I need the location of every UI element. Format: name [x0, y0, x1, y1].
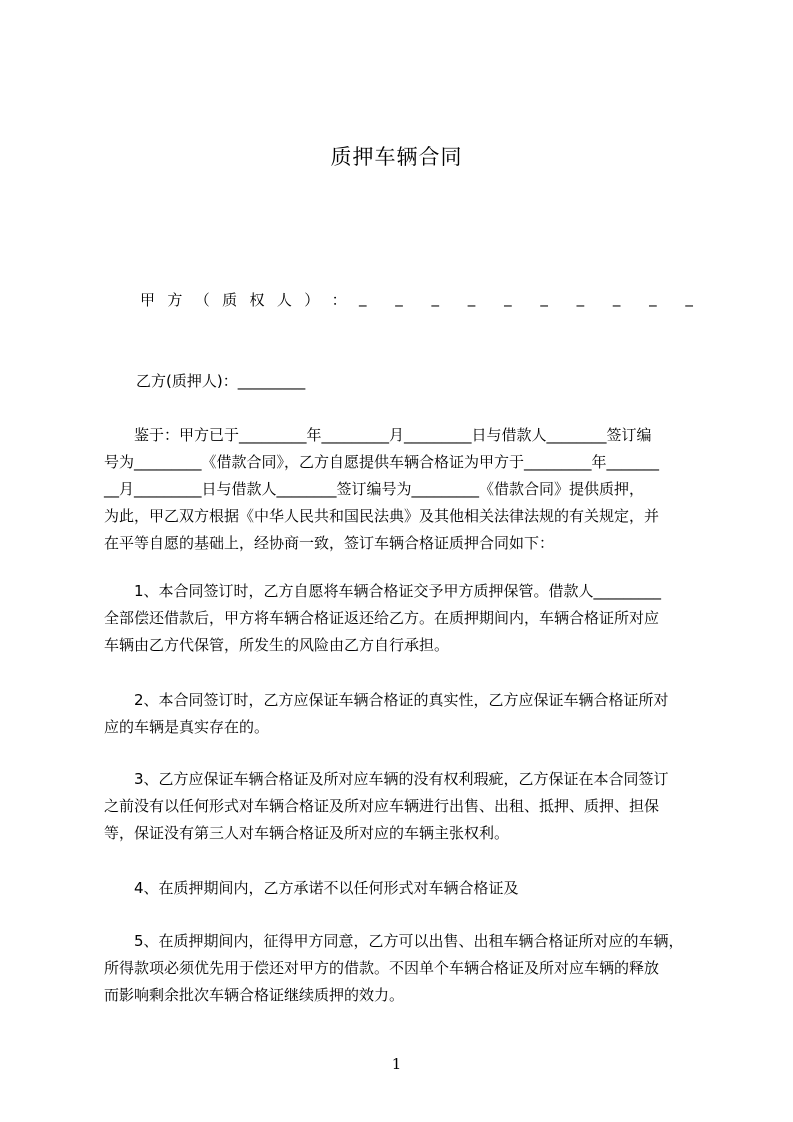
page-number: 1	[391, 1055, 402, 1073]
party-a-line	[140, 289, 705, 310]
party-b-line: 乙方(质押人)：_________	[136, 372, 306, 390]
text-line: 1、本合同签订时，乙方自愿将车辆合格证交予甲方质押保管。借款人_________	[104, 582, 662, 600]
text-line: 所得款项必须优先用于偿还对甲方的借款。不因单个车辆合格证及所对应车辆的释放	[104, 959, 660, 977]
text-line: 车辆由乙方代保管，所发生的风险由乙方自行承担。	[104, 636, 450, 654]
party-a-char: 人	[276, 291, 292, 309]
party-a-char: 权	[249, 291, 265, 309]
party-a-char: 方	[167, 291, 183, 309]
text-line: 4、在质押期间内，乙方承诺不以任何形式对车辆合格证及	[104, 879, 519, 897]
party-a-char: （	[194, 291, 210, 309]
text-line: 等，保证没有第三人对车辆合格证及所对应的车辆主张权利。	[104, 824, 510, 842]
clause-5	[104, 928, 704, 1009]
text-line: 为此，甲乙双方根据《中华人民共和国民法典》及其他相关法律法规的有关规定，并	[104, 507, 660, 525]
clause-1	[104, 578, 704, 659]
clause-4	[104, 875, 704, 902]
party-a-char: ）	[304, 291, 320, 309]
clause-3	[104, 766, 704, 847]
whereas-paragraph	[104, 422, 704, 557]
party-a-char: ：	[331, 291, 347, 309]
clause-2	[104, 687, 704, 741]
text-line: 3、乙方应保证车辆合格证及所对应车辆的没有权利瑕疵，乙方保证在本合同签订	[104, 770, 669, 788]
text-line: 之前没有以任何形式对车辆合格证及所对应车辆进行出售、出租、抵押、质押、担保	[104, 797, 660, 815]
document-title: 质押车辆合同	[330, 145, 463, 169]
party-a-blank: _ _ _ _ _ _ _ _ _ _	[359, 289, 705, 307]
text-line: 鉴于：甲方已于_________年_________月_________日与借款人________签订编	[104, 426, 652, 444]
text-line: 号为_________《借款合同》，乙方自愿提供车辆合格证为甲方于_________年_______	[104, 453, 660, 471]
text-line: 全部偿还借款后，甲方将车辆合格证返还给乙方。在质押期间内，车辆合格证所对应	[104, 609, 660, 627]
text-line: 在平等自愿的基础上，经协商一致，签订车辆合格证质押合同如下：	[104, 534, 555, 552]
text-line: 而影响剩余批次车辆合格证继续质押的效力。	[104, 986, 405, 1004]
party-a-char: 甲	[140, 291, 156, 309]
text-line: __月_________日与借款人________签订编号为_________《借款合同》提供质押，	[104, 480, 645, 498]
text-line: 2、本合同签订时，乙方应保证车辆合格证的真实性，乙方应保证车辆合格证所对	[104, 691, 669, 709]
text-line: 应的车辆是真实存在的。	[104, 718, 270, 736]
text-line: 5、在质押期间内，征得甲方同意，乙方可以出售、出租车辆合格证所对应的车辆，	[104, 932, 684, 950]
party-a-char: 质	[222, 291, 238, 309]
